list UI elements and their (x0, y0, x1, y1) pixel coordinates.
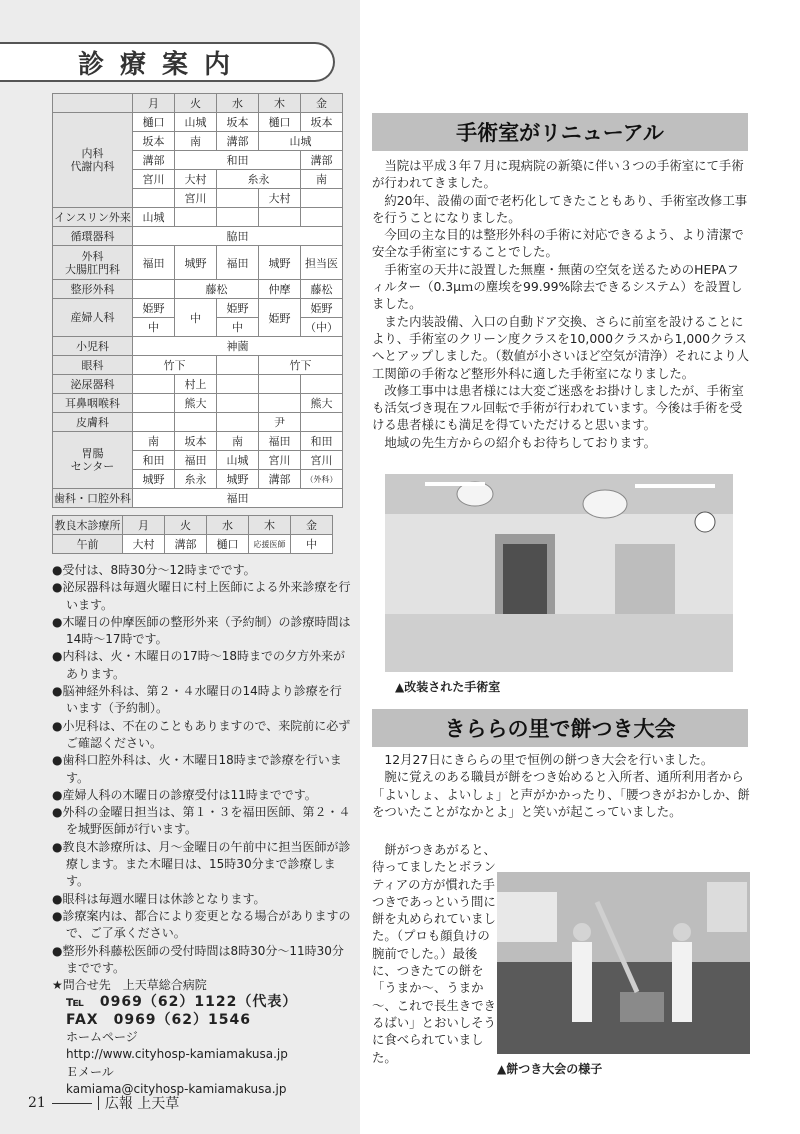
page-title: 診療案内 (78, 49, 247, 80)
dept-sublabel: 大腸肛門科 (65, 262, 120, 276)
email-address[interactable]: kamiama@cityhosp-kamiamakusa.jp (66, 1081, 287, 1096)
cell (133, 189, 175, 208)
cell: 大村 (123, 535, 165, 554)
cell (175, 208, 217, 227)
note-item: ●教良木診療所は、月～金曜日の午前中に担当医師が診療します。また木曜日は、15時30分まで診療します。 (52, 839, 351, 889)
cell: 山城 (175, 113, 217, 132)
schedule-table (52, 93, 343, 508)
note-item: ●歯科口腔外科は、火・木曜日18時まで診療を行います。 (52, 753, 342, 785)
note-item: ●診療案内は、都合により変更となる場合がありますので、ご了承ください。 (52, 908, 351, 941)
paragraph: 腕に覚えのある職員が餅をつき始めると入所者、通所利用者から「よいしょ、よいしょ」と声がかかったり、「腰つきがおかしか、餅をついたことがなかとよ」と笑いが起こっていました。 (372, 769, 750, 819)
cell: 溝部 (133, 151, 175, 170)
cell: 村上 (175, 375, 217, 394)
contact-block (52, 977, 352, 1098)
article2-heading: きららの里で餅つき大会 (372, 709, 748, 747)
cell: 福田 (133, 489, 343, 508)
cell (259, 375, 301, 394)
cell (301, 208, 343, 227)
dept-sanfujin: 産婦人科 (53, 299, 133, 337)
cell (133, 375, 175, 394)
footer-divider (52, 1103, 92, 1104)
cell: 樋口 (207, 535, 249, 554)
cell: 中 (217, 318, 259, 337)
contact-fax: FAX 0969（62）1546 (66, 1011, 251, 1028)
mochi-event-image (497, 872, 750, 1054)
dept-sublabel: 代謝内科 (70, 160, 115, 173)
cell: 溝部 (259, 470, 301, 489)
cell: （中） (301, 318, 343, 337)
paragraph: 今回の主な目的は整形外科の手術に対応できるよう、より清潔で安全な手術室にすることでした。 (372, 227, 744, 260)
note-item: ●泌尿器科は毎週火曜日に村上医師による外来診療を行います。 (52, 580, 351, 612)
cell: 城野 (259, 246, 301, 280)
paragraph: 当院は平成３年７月に現病院の新築に伴い３つの手術室にて手術が行われてきました。 (372, 158, 744, 191)
cell: 姫野 (259, 299, 301, 337)
cell: 城野 (217, 470, 259, 489)
dept-jibi: 耳鼻咽喉科 (53, 394, 133, 413)
paragraph: 改修工事中は患者様には大変ご迷惑をお掛けしましたが、手術室も活気づき現在フル回転で手術が行われています。今後は手術を受ける患者様にも満足を得ていただけると思います。 (372, 382, 744, 433)
page-footer (28, 1093, 179, 1113)
cell: （外科） (301, 470, 343, 489)
magazine-name: 広報 上天草 (104, 1096, 180, 1112)
cell (133, 280, 175, 299)
cell: 宮川 (133, 170, 175, 189)
cell (301, 189, 343, 208)
cell: 熊大 (175, 394, 217, 413)
cell: 藤松 (175, 280, 259, 299)
note-item: ●整形外科藤松医師の受付時間は8時30分～11時30分までです。 (52, 943, 344, 975)
cell: 糸永 (175, 470, 217, 489)
notes-list (52, 562, 352, 1098)
cell: 坂本 (175, 432, 217, 451)
cell: 神薗 (133, 337, 343, 356)
day-header: 月 (133, 94, 175, 113)
contact-tel: ℡ 0969（62）1122（代表） (66, 994, 298, 1011)
cell: 和田 (133, 451, 175, 470)
cell (259, 394, 301, 413)
cell (217, 413, 259, 432)
dept-insulin: インスリン外来 (53, 208, 133, 227)
cell (133, 413, 175, 432)
cell: 中 (133, 318, 175, 337)
header-corner (53, 94, 133, 113)
cell: 仲摩 (259, 280, 301, 299)
article2-body-top (372, 751, 750, 820)
mochi-event-photo (497, 872, 750, 1054)
cell: 姫野 (301, 299, 343, 318)
cell: 坂本 (133, 132, 175, 151)
day-header: 水 (207, 516, 249, 535)
cell: 熊大 (301, 394, 343, 413)
dept-label: 胃腸 (81, 447, 104, 460)
dept-junkanki: 循環器科 (53, 227, 133, 246)
cell (133, 394, 175, 413)
note-item: ●小児科は、不在のこともありますので、来院前に必ずご確認ください。 (52, 718, 351, 750)
cell: 溝部 (217, 132, 259, 151)
cell: 坂本 (217, 113, 259, 132)
cell (217, 356, 259, 375)
paragraph: 約20年、設備の面で老朽化してきたこともあり、手術室改修工事を行うことになりました。 (372, 192, 748, 225)
note-item: ●眼科は毎週水曜日は休診となります。 (52, 891, 266, 906)
dept-sublabel: センター (70, 460, 115, 473)
cell (175, 413, 217, 432)
kyoragi-table (52, 515, 333, 554)
dept-naika (53, 113, 133, 208)
cell: 溝部 (165, 535, 207, 554)
article2-body-wrap (372, 841, 498, 1066)
photo-caption: ▲餅つき大会の様子 (497, 1062, 603, 1076)
cell: 尹 (259, 413, 301, 432)
dept-shonika: 小児科 (53, 337, 133, 356)
day-header: 金 (291, 516, 333, 535)
cell: 大村 (175, 170, 217, 189)
note-item: ●産婦人科の木曜日の診療受付は11時までです。 (52, 787, 317, 802)
cell: 樋口 (259, 113, 301, 132)
dept-label: 内科 (81, 147, 104, 160)
dept-ganka: 眼科 (53, 356, 133, 375)
dept-geka (53, 246, 133, 280)
dept-hinyoki: 泌尿器科 (53, 375, 133, 394)
footer-divider (98, 1096, 99, 1110)
cell: 脇田 (133, 227, 343, 246)
cell (217, 375, 259, 394)
cell: 応援医師 (249, 535, 291, 554)
cell: 城野 (175, 246, 217, 280)
paragraph: 餅がつきあがると、待ってましたとボランティアの方が慣れた手つきであっという間に餅を丸められていました。（プロも顔負けの腕前でした。）最後に、つきたての餅を「うまか～、うまか～、これで長生きできるばい」とおいしそうに食べられていました。 (372, 842, 496, 1065)
cell: 福田 (175, 451, 217, 470)
article1-heading: 手術室がリニューアル (372, 113, 748, 151)
day-header: 火 (175, 94, 217, 113)
cell: 福田 (259, 432, 301, 451)
cell: 山城 (133, 208, 175, 227)
title-banner (0, 42, 335, 82)
day-header: 木 (249, 516, 291, 535)
day-header: 月 (123, 516, 165, 535)
cell: 中 (291, 535, 333, 554)
operating-room-image (385, 474, 733, 672)
cell: 宮川 (259, 451, 301, 470)
paragraph: 地域の先生方からの紹介もお待ちしております。 (384, 434, 656, 450)
cell: 和田 (301, 432, 343, 451)
cell: 山城 (217, 451, 259, 470)
day-header: 金 (301, 94, 343, 113)
cell (259, 208, 301, 227)
cell (301, 375, 343, 394)
cell (301, 413, 343, 432)
cell: 宮川 (301, 451, 343, 470)
day-header: 水 (217, 94, 259, 113)
note-item: ●受付は、8時30分～12時までです。 (52, 563, 256, 577)
cell (217, 394, 259, 413)
day-header: 木 (259, 94, 301, 113)
dept-ichou (53, 432, 133, 489)
page-number: 21 (28, 1095, 46, 1111)
cell: 南 (301, 170, 343, 189)
paragraph: また内装設備、入口の自動ドア交換、さらに前室を設けることにより、手術室のクリーン度クラスを10,000クラスから1,000クラスへとアップしました。（数値が小さいほど空気が清浄）それにより人工関節の手術など整形外科に適した手術室になりました。 (372, 313, 750, 381)
homepage-label: ホームページ (66, 1030, 138, 1045)
photo-caption: ▲改装された手術室 (395, 680, 501, 694)
cell: 和田 (175, 151, 301, 170)
note-item: ●外科の金曜日担当は、第１・３を福田医師、第２・４を城野医師が行います。 (52, 805, 351, 837)
cell: 姫野 (217, 299, 259, 318)
operating-room-photo (385, 474, 733, 672)
cell: 福田 (133, 246, 175, 280)
cell: 姫野 (133, 299, 175, 318)
dept-hifu: 皮膚科 (53, 413, 133, 432)
cell: 南 (217, 432, 259, 451)
cell: 南 (133, 432, 175, 451)
cell (217, 189, 259, 208)
cell: 福田 (217, 246, 259, 280)
day-header: 火 (165, 516, 207, 535)
cell (217, 208, 259, 227)
homepage-url[interactable]: http://www.cityhosp-kamiamakusa.jp (66, 1047, 288, 1062)
paragraph: 手術室の天井に設置した無塵・無菌の空気を送るためのHEPAフィルター（0.3μｍの塵埃を99.99%除去できるシステム）を設置しました。 (372, 261, 743, 312)
note-item: ●脳神経外科は、第２・４水曜日の14時より診療を行います（予約制）。 (52, 684, 342, 716)
cell: 宮川 (175, 189, 217, 208)
cell: 藤松 (301, 280, 343, 299)
email-label: Ｅメール (66, 1064, 114, 1079)
cell: 担当医 (301, 246, 343, 280)
cell: 竹下 (133, 356, 217, 375)
dept-label: 外科 (81, 249, 104, 263)
cell: 竹下 (259, 356, 343, 375)
cell: 樋口 (133, 113, 175, 132)
cell: 南 (175, 132, 217, 151)
cell: 山城 (259, 132, 343, 151)
cell: 坂本 (301, 113, 343, 132)
kyoragi-row-label: 午前 (53, 535, 123, 554)
cell: 中 (175, 299, 217, 337)
dept-shika: 歯科・口腔外科 (53, 489, 133, 508)
cell: 大村 (259, 189, 301, 208)
cell: 糸永 (217, 170, 301, 189)
kyoragi-label: 教良木診療所 (53, 516, 123, 535)
dept-seikei: 整形外科 (53, 280, 133, 299)
cell: 溝部 (301, 151, 343, 170)
article1-body (372, 157, 750, 451)
contact-heading: ★問合せ先 上天草総合病院 (52, 978, 207, 993)
paragraph: 12月27日にきららの里で恒例の餅つき大会を行いました。 (384, 752, 714, 767)
note-item: ●木曜日の仲摩医師の整形外来（予約制）の診療時間は14時～17時です。 (52, 614, 351, 647)
note-item: ●内科は、火・木曜日の17時～18時までの夕方外来があります。 (52, 649, 346, 681)
cell: 城野 (133, 470, 175, 489)
